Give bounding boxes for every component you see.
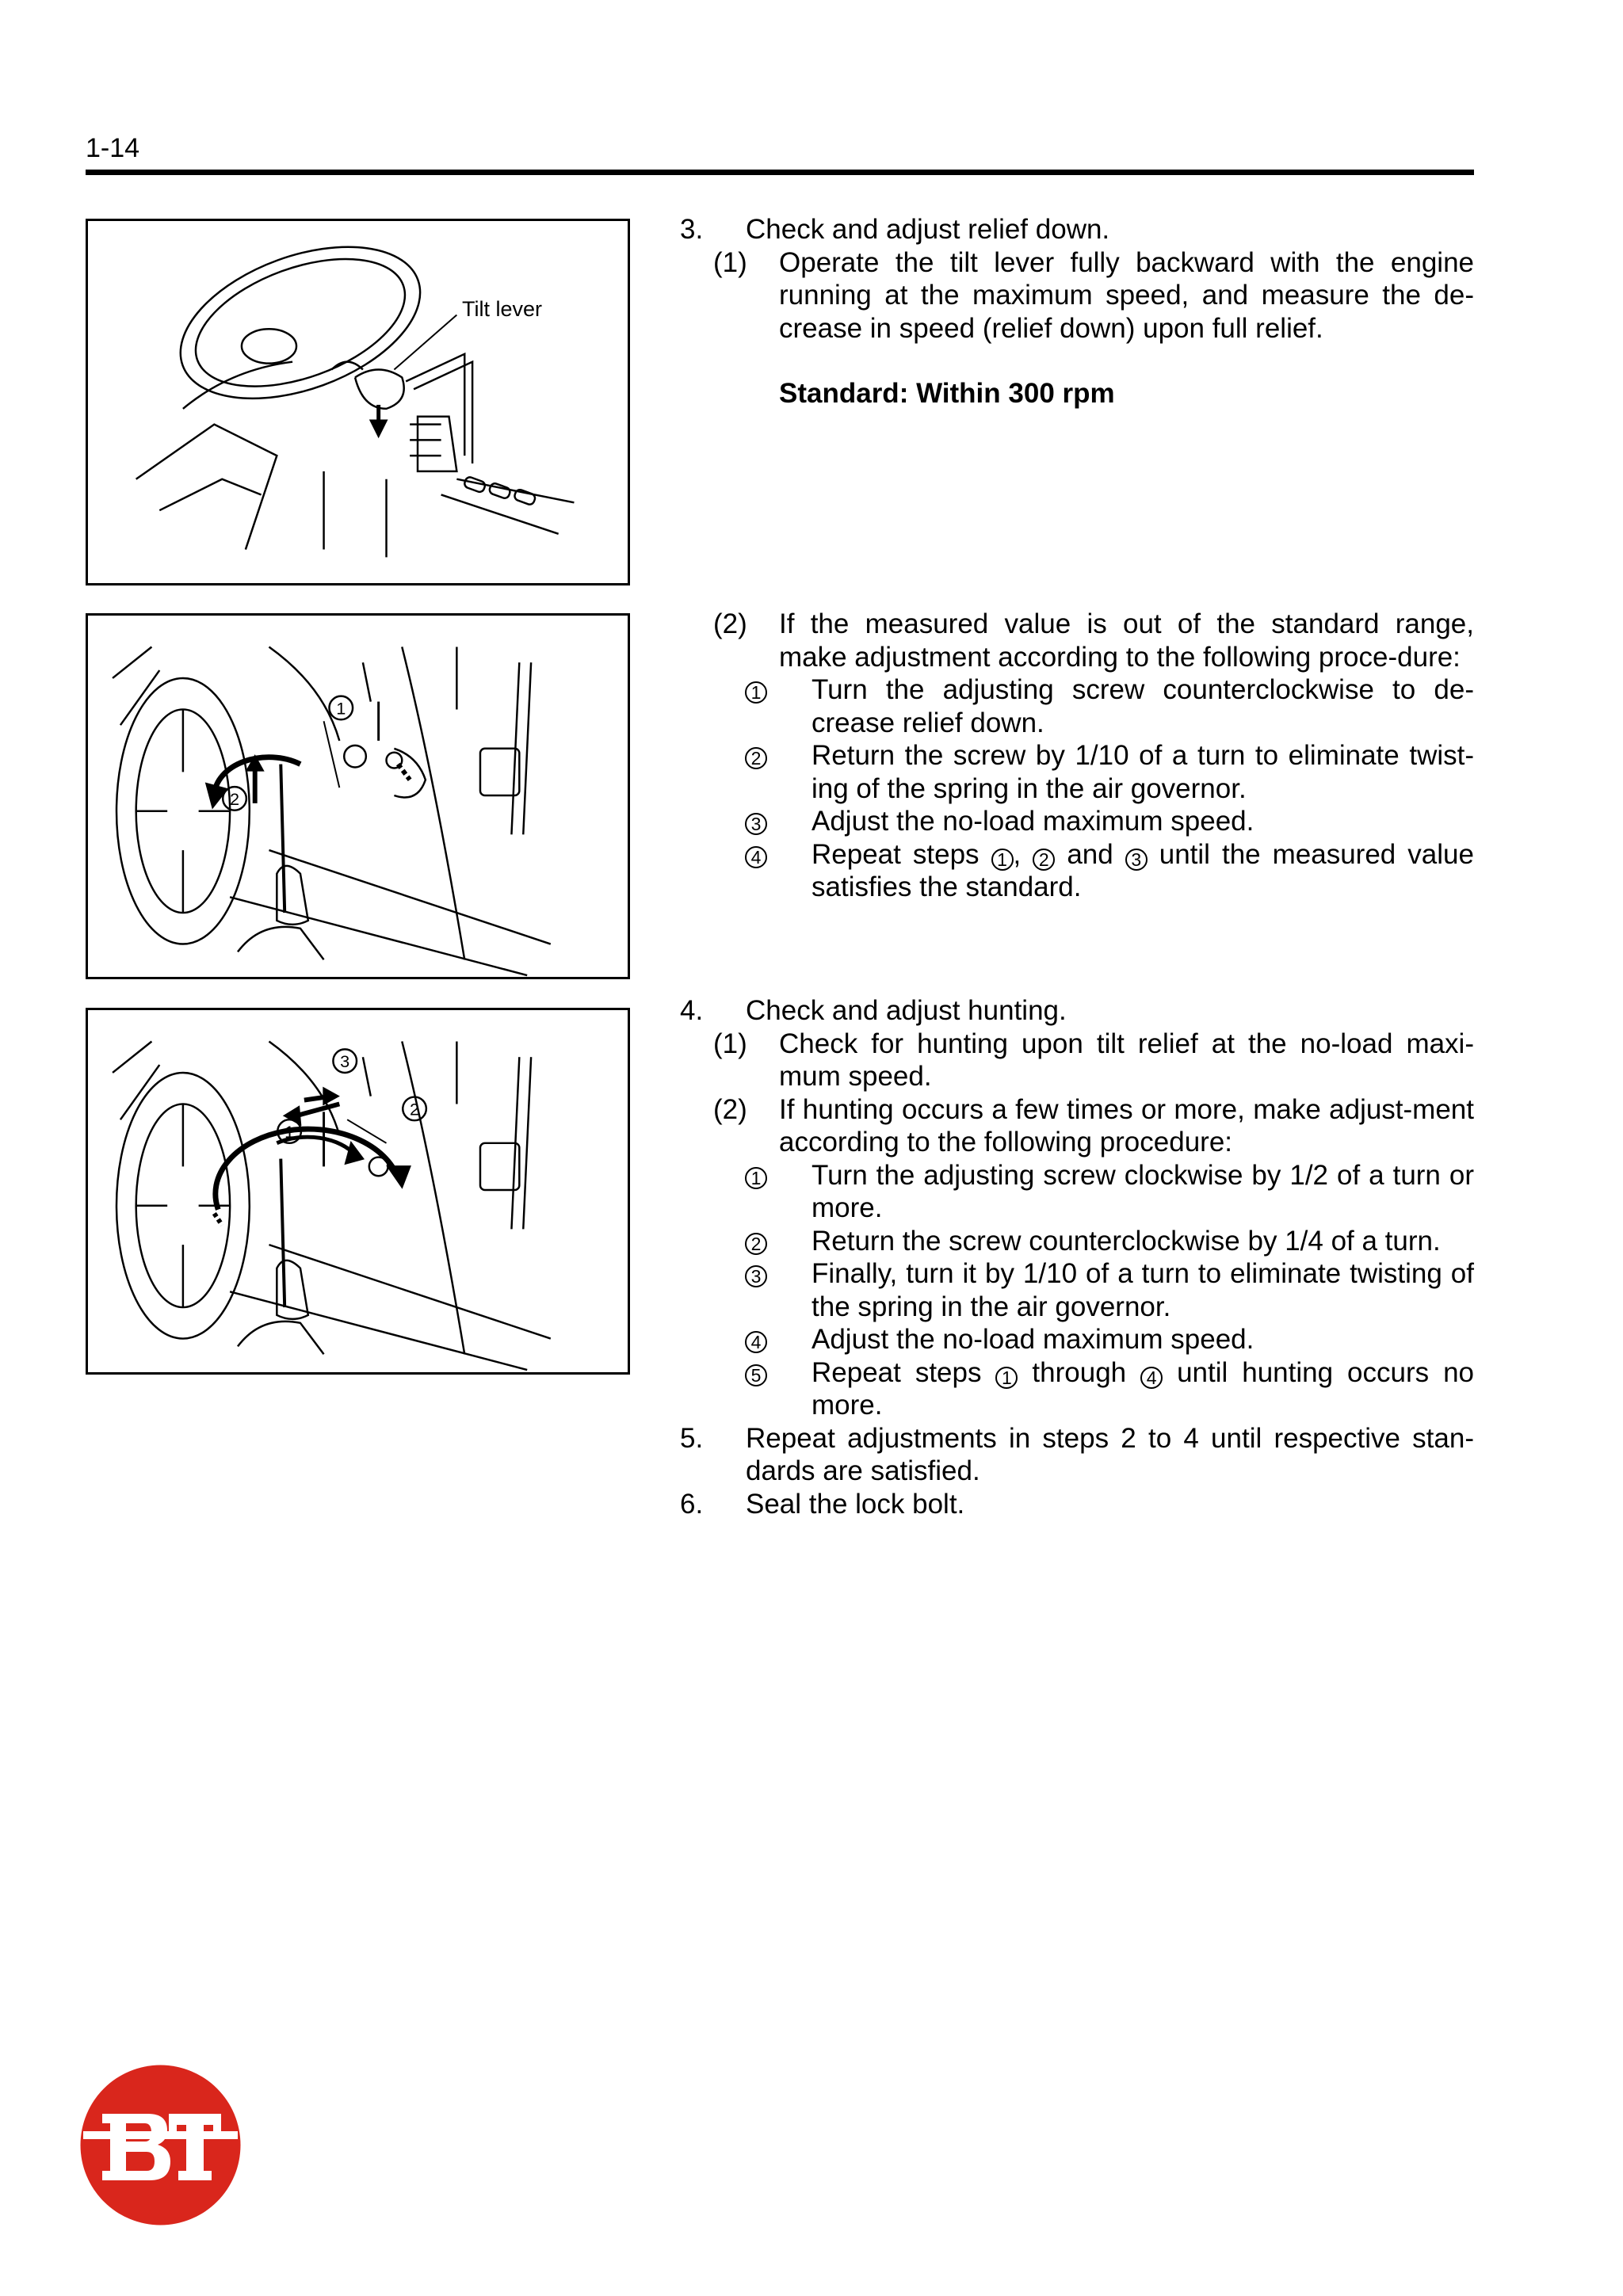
substep-number: (1) (713, 246, 747, 278)
procedure-step: Adjust the no-load maximum speed. (812, 1324, 1254, 1355)
step-circle: 1 (745, 681, 767, 704)
step-circle: 1 (745, 1167, 767, 1189)
figure-hunting-adjustment (86, 1008, 630, 1375)
step-text-b: until the measured value satisfies the standard. (812, 838, 1474, 902)
procedure-step: Return the screw counterclockwise by 1/4 of a turn. (812, 1225, 1441, 1257)
substep-text: If hunting occurs a few times or more, make adjust-ment according to the following procedure: (779, 1093, 1474, 1158)
bt-logo (80, 2065, 241, 2225)
step-number: 5. (680, 1422, 704, 1454)
step-circle: 4 (745, 1331, 767, 1353)
step-separator: through (1032, 1356, 1127, 1388)
tilt-lever-label: Tilt lever (462, 297, 543, 321)
step-separator: , (1013, 838, 1022, 870)
callout-number: 2 (410, 1099, 420, 1119)
step-circle: 2 (745, 747, 767, 769)
step-title: Check and adjust relief down. (746, 214, 1110, 245)
section-3-adjustment (680, 608, 1474, 904)
step-ref-circle: 4 (1140, 1367, 1163, 1389)
callout-number: 1 (285, 1121, 295, 1142)
step-circle: 5 (745, 1364, 767, 1386)
step-text-a: Repeat steps (812, 838, 980, 870)
step-ref-circle: 2 (1033, 849, 1055, 871)
step-text: Seal the lock bolt. (746, 1488, 965, 1520)
substep-number: (1) (713, 1028, 747, 1059)
step-ref-circle: 1 (991, 849, 1014, 871)
procedure-step: Turn the adjusting screw clockwise by 1/2 of a turn or more. (812, 1159, 1474, 1223)
procedure-step (812, 1356, 1474, 1422)
step-ref-circle: 1 (995, 1367, 1018, 1389)
procedure-step: Finally, turn it by 1/10 of a turn to eliminate twisting of the spring in the air governor. (812, 1258, 1474, 1322)
section-3 (680, 213, 1474, 410)
bt-logo-mark (80, 2065, 241, 2225)
substep-number: (2) (713, 1093, 747, 1125)
procedure-step: Turn the adjusting screw counterclockwise to de-crease relief down. (812, 674, 1474, 738)
callout-number: 2 (230, 788, 240, 809)
relief-adjustment-illustration (88, 616, 628, 977)
step-ref-circle: 3 (1125, 849, 1148, 871)
step-circle: 4 (745, 846, 767, 868)
step-circle: 2 (745, 1233, 767, 1255)
step-text-a: Repeat steps (812, 1356, 982, 1388)
substep-number: (2) (713, 608, 747, 639)
step-title: Check and adjust hunting. (746, 995, 1067, 1026)
step-number: 6. (680, 1488, 704, 1520)
step-text-b: until hunting occurs no more. (812, 1356, 1474, 1421)
figure-relief-adjustment (86, 613, 630, 979)
hunting-adjustment-illustration (88, 1010, 628, 1372)
substep-text: If the measured value is out of the standard range, make adjustment according to the following proce-dure: (779, 608, 1474, 673)
step-separator: and (1067, 838, 1113, 870)
figure-tilt-lever (86, 219, 630, 585)
page-number: 1-14 (86, 133, 140, 163)
step-circle: 3 (745, 1265, 767, 1287)
procedure-step: Adjust the no-load maximum speed. (812, 806, 1254, 837)
callout-number: 1 (336, 698, 346, 719)
procedure-step (812, 838, 1474, 904)
step-number: 3. (680, 214, 704, 245)
tilt-lever-illustration (88, 221, 628, 583)
header-rule (86, 170, 1474, 175)
step-number: 4. (680, 995, 704, 1026)
procedure-step: Return the screw by 1/10 of a turn to eliminate twist-ing of the spring in the air governor. (812, 740, 1474, 804)
standard-value: Standard: Within 300 rpm (779, 378, 1115, 409)
substep-text: Check for hunting upon tilt relief at the no-load maxi-mum speed. (779, 1028, 1474, 1092)
section-4 (680, 994, 1474, 1520)
substep-text: Operate the tilt lever fully backward with the engine running at the maximum speed, and measure the de-crease in speed (relief down) upon full relief. (779, 246, 1474, 344)
callout-number: 3 (340, 1051, 350, 1072)
step-text: Repeat adjustments in steps 2 to 4 until respective stan-dards are satisfied. (746, 1422, 1474, 1486)
step-circle: 3 (745, 813, 767, 835)
